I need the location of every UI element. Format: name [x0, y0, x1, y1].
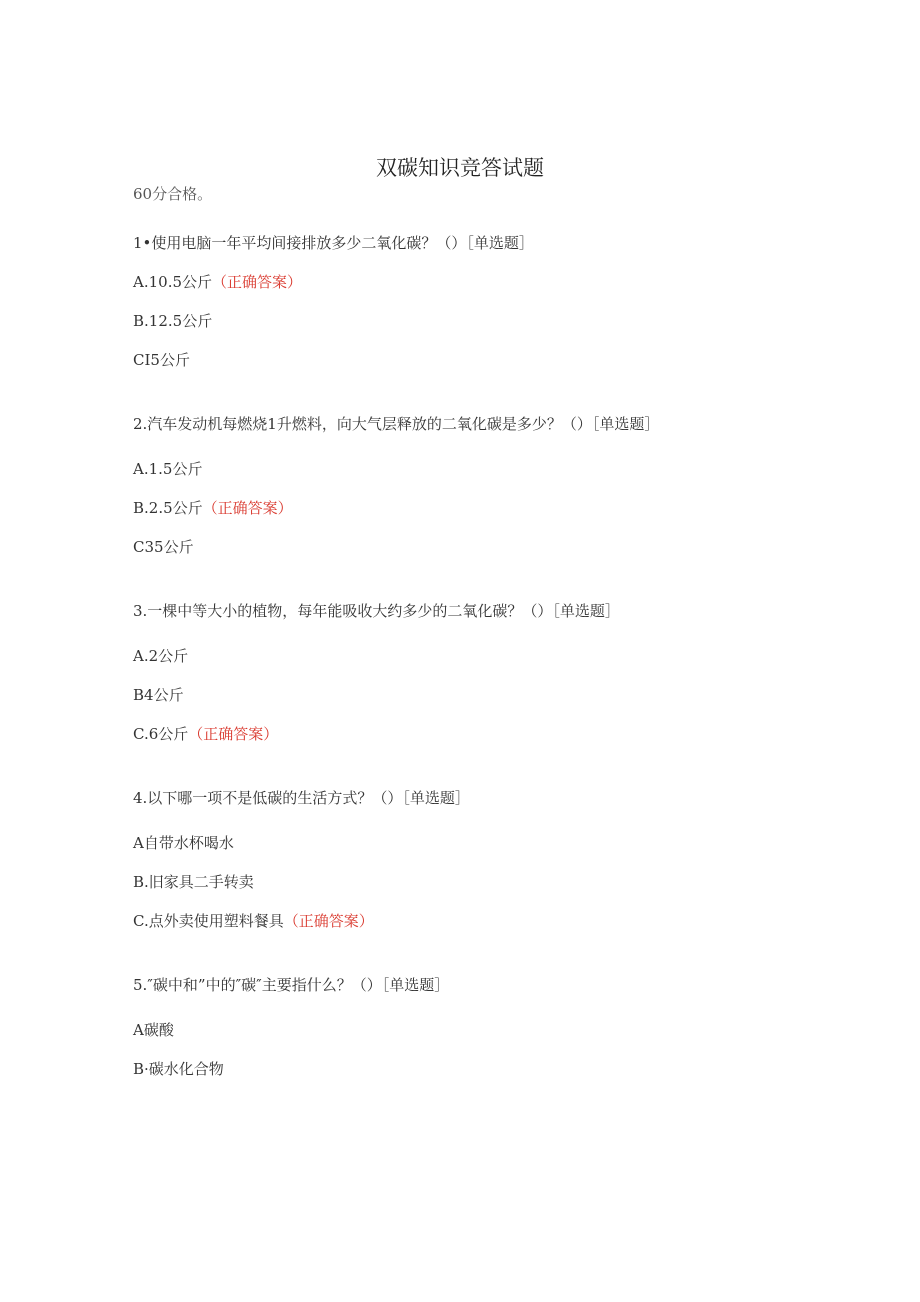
question-1: 1•使用电脑一年平均间接排放多少二氧化碳？（）［单选题］ — [133, 234, 534, 252]
q3-option-b: B4公斤 — [133, 686, 184, 704]
q1-option-a — [133, 271, 302, 292]
option-label: A.10.5公斤 — [133, 273, 212, 291]
question-2: 2.汽车发动机每燃烧1升燃料，向大气层释放的二氧化碳是多少？（）［单选题］ — [133, 415, 660, 433]
q5-option-a: A碳酸 — [133, 1021, 174, 1039]
q1-option-b: B.12.5公斤 — [133, 312, 213, 330]
correct-answer-mark: （正确答案） — [212, 273, 303, 291]
option-label: C.6公斤 — [133, 725, 189, 743]
option-label: C.点外卖使用塑料餐具 — [133, 912, 284, 930]
q4-option-a: A自带水杯喝水 — [133, 834, 234, 852]
question-3: 3.一棵中等大小的植物，每年能吸收大约多少的二氧化碳？（）［单选题］ — [133, 602, 620, 620]
correct-answer-mark: （正确答案） — [283, 912, 374, 930]
q2-option-c: C35公斤 — [133, 538, 194, 556]
q2-option-a: A.1.5公斤 — [133, 460, 203, 478]
q4-option-b: B.旧家具二手转卖 — [133, 873, 254, 891]
question-4: 4.以下哪一项不是低碳的生活方式？（）［单选题］ — [133, 789, 470, 807]
page-title: 双碳知识竞答试题 — [376, 156, 544, 180]
correct-answer-mark: （正确答案） — [188, 725, 279, 743]
q3-option-c — [133, 723, 278, 744]
pass-note: 60分合格。 — [133, 185, 213, 203]
q4-option-c — [133, 910, 374, 931]
correct-answer-mark: （正确答案） — [202, 499, 293, 517]
q1-option-c: CI5公斤 — [133, 351, 190, 369]
q5-option-b: B·碳水化合物 — [133, 1060, 224, 1078]
question-5: 5.″碳中和”中的″碳″主要指什么？（）［单选题］ — [133, 976, 450, 994]
option-label: B.2.5公斤 — [133, 499, 203, 517]
q3-option-a: A.2公斤 — [133, 647, 189, 665]
q2-option-b — [133, 497, 293, 518]
